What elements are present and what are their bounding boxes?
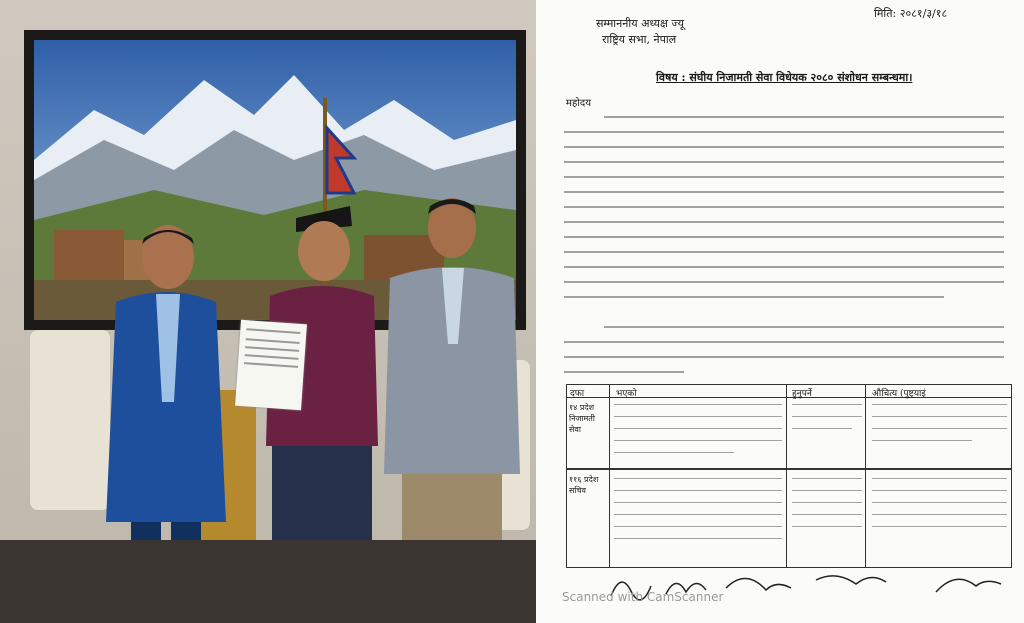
table-header-dafa: दफा: [570, 389, 585, 399]
addressee-line2: राष्ट्रिय सभा, नेपाल: [602, 33, 677, 46]
floor: [0, 540, 536, 623]
table-header-hunuparne: हुनुपर्ने: [792, 389, 812, 399]
held-document: [235, 320, 307, 410]
camscanner-watermark: Scanned with CamScanner: [562, 590, 724, 604]
letter-subject: विषय : संघीय निजामती सेवा विधेयक २०८० संशोधन सम्बन्धमा।: [656, 71, 913, 84]
salutation: महोदय: [566, 98, 591, 109]
row1-dafa: १४ प्रदेश निजामती सेवा: [569, 403, 595, 434]
letter-date: मिति: २०८१/३/१८: [874, 7, 948, 20]
table-header-bhaeko: भएको: [616, 389, 637, 399]
letter-document: [536, 0, 1024, 623]
person-blue-suit: [96, 222, 236, 552]
addressee-line1: सम्माननीय अध्यक्ष ज्यू: [596, 17, 685, 30]
row2-dafa: ११६ प्रदेश सचिव: [569, 475, 599, 495]
table-header-auchitya: औचित्य (पुष्ट्याइं: [872, 389, 926, 399]
